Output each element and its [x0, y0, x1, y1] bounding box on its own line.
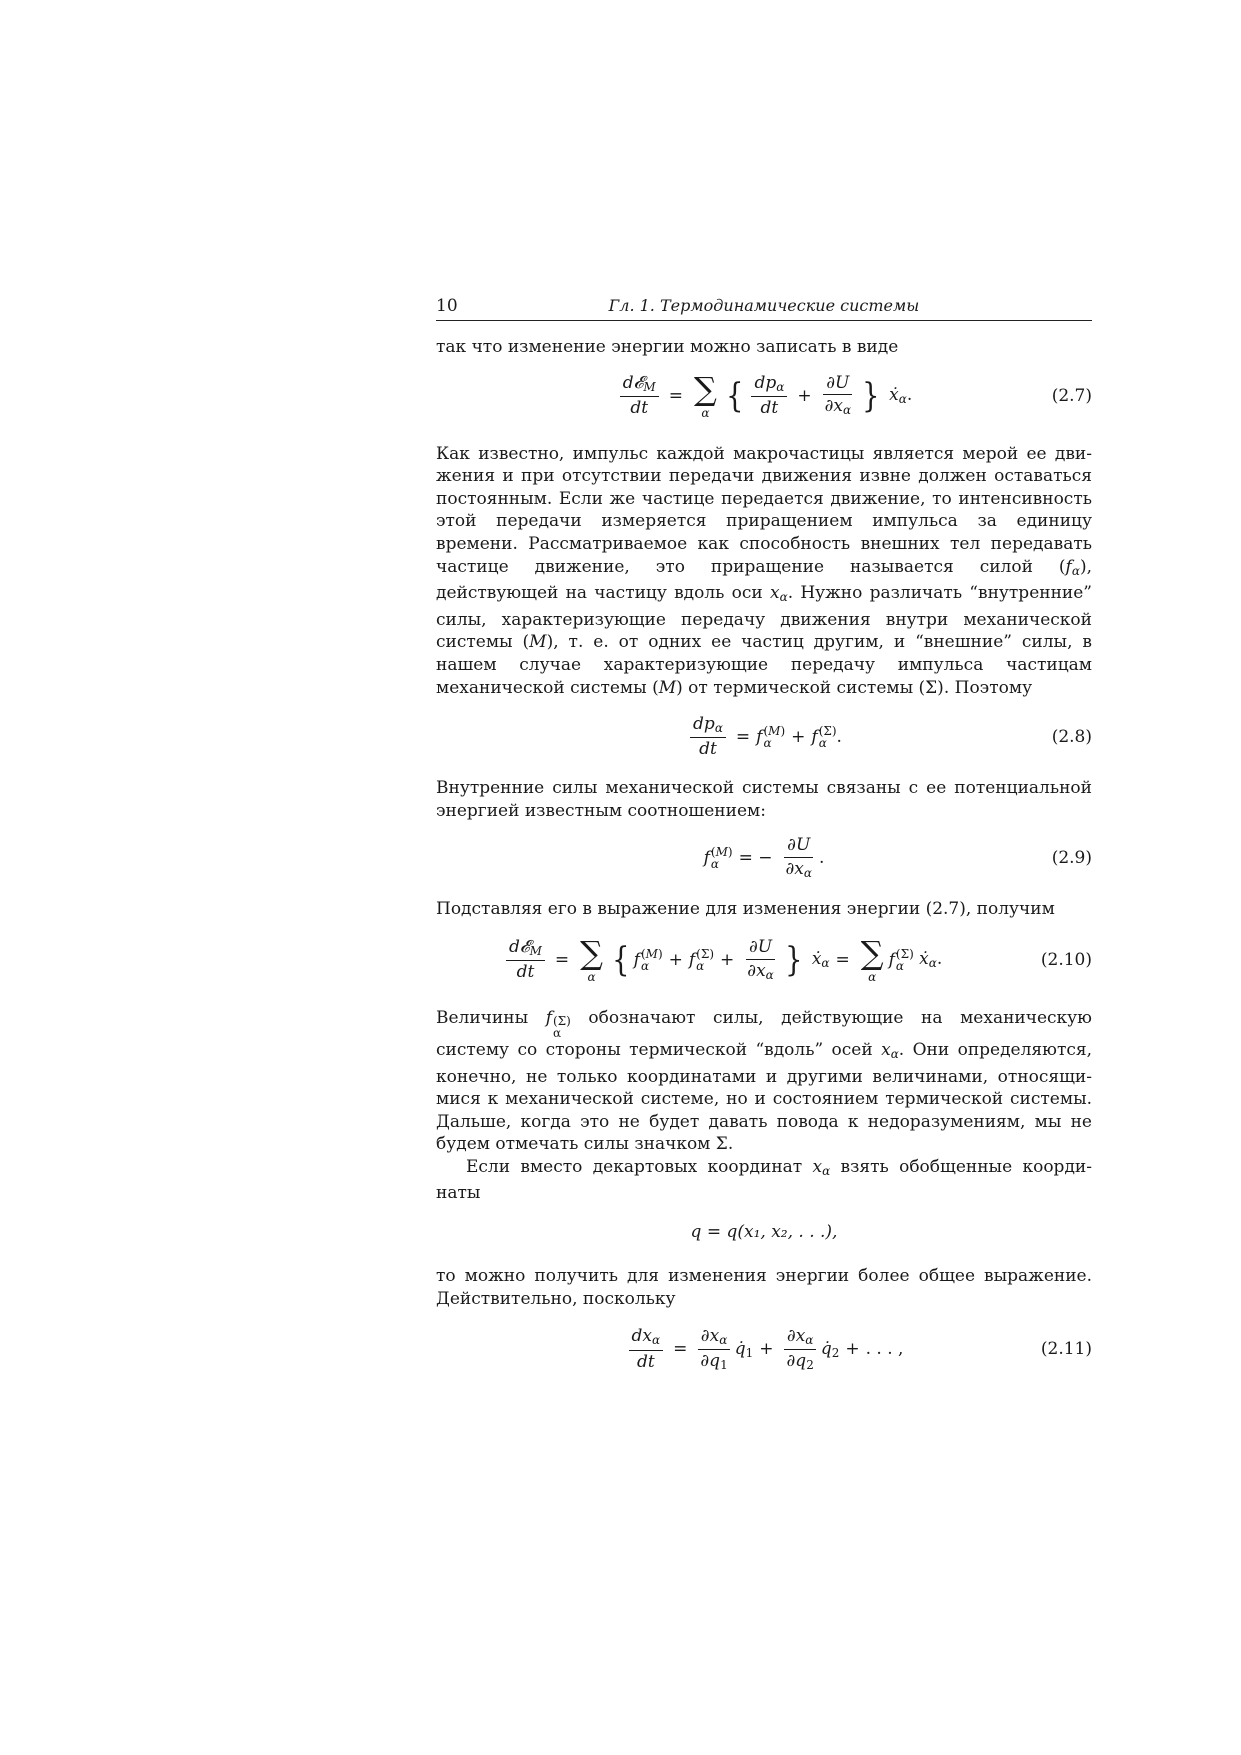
equation-number: (2.7) [1051, 385, 1092, 406]
paragraph-7: то можно получить для изменения энергии более общее выражение. Действительно, поскольку [436, 1266, 1092, 1309]
equation-2-8: $dp_\alpha$ dt = f (M) α + f (Σ) α . (2.8) [436, 707, 1092, 767]
running-title: Гл. 1. Термодинамические системы [608, 296, 920, 315]
paragraph-3: Внутренние силы механической системы связаны с ее потенциальной энергией известным соотношением: [436, 778, 1092, 821]
running-header [436, 296, 1092, 321]
paragraph-1: так что изменение энергии можно записать в виде [436, 337, 899, 357]
paragraph-6: Если вместо декартовых координат $x_\alpha$ взять обобщенные координаты [436, 1156, 1092, 1204]
equation-number: (2.10) [1040, 949, 1092, 970]
equation-2-10: d𝓔$_M$ dt = ∑ α { f (M) α + f (Σ) α + $\frac{\partial U}{\partial x_\alpha}$ } ẋ$_\alpha$ = ∑ α f (Σ) α ẋ$_\alpha$. (2.10) [436, 925, 1092, 995]
paragraph-2: Как известно, импульс каждой макрочастицы является мерой ее движения и при отсутствии передачи движения извне должен оставаться постоянным. Если же частице передается движение, то интенсивность этой передачи измеряется приращением импульса за единицу времени. Рассматриваемое как способность внешних тел передавать частице движение, это приращение называется силой $(f_\alpha)$, действующей на частицу вдоль оси $x_\alpha$. Нужно различать “внутренние” силы, характеризующие передачу движения внутри механической системы (M), т. е. от одних ее частиц другим, и “внешние” силы, в нашем случае характеризующие передачу импульса частицам механической системы (M) от термической системы (Σ). Поэтому [436, 443, 1092, 698]
equation-number: (2.8) [1051, 727, 1092, 748]
equation-number: (2.9) [1051, 848, 1092, 869]
equation-number: (2.11) [1040, 1339, 1092, 1360]
page-number: 10 [436, 296, 458, 316]
equation-2-9: f (M) α = − $\frac{\partial U}{\partial x_\alpha}$ . (2.9) [703, 835, 1092, 881]
equation-2-11: $dx_\alpha$ dt = $\frac{\partial x_\alpha}{\partial q_1}$ $q̇_1$ + $\frac{\partial x_\alpha}{\partial q_2}$ $q̇_2$ + . . . , (2.11) [436, 1318, 1092, 1380]
paragraph-5: Величины f (Σ) α обозначают силы, действующие на механическую систему со стороны термической “вдоль” осей $x_\alpha$. Они определяются, конечно, не только координатами и другими величинами, относящимися к механической системе, но и состоянием термической системы. Дальше, когда это не будет давать повода к недоразумениям, мы не будем отмечать силы значком Σ. [436, 1007, 1092, 1155]
page-content [436, 296, 1092, 1380]
equation-generalized-coordinates: q = q(x₁, x₂, . . .), [690, 1222, 838, 1243]
paragraph-4: Подставляя его в выражение для изменения энергии (2.7), получим [436, 899, 1055, 920]
equation-2-7: d𝓔$_M$ dt = ∑ α { $dp_\alpha$ dt + $\frac{\partial U}{\partial x_\alpha}$ } ẋ$_\alpha$. (2.7) [436, 363, 1092, 429]
